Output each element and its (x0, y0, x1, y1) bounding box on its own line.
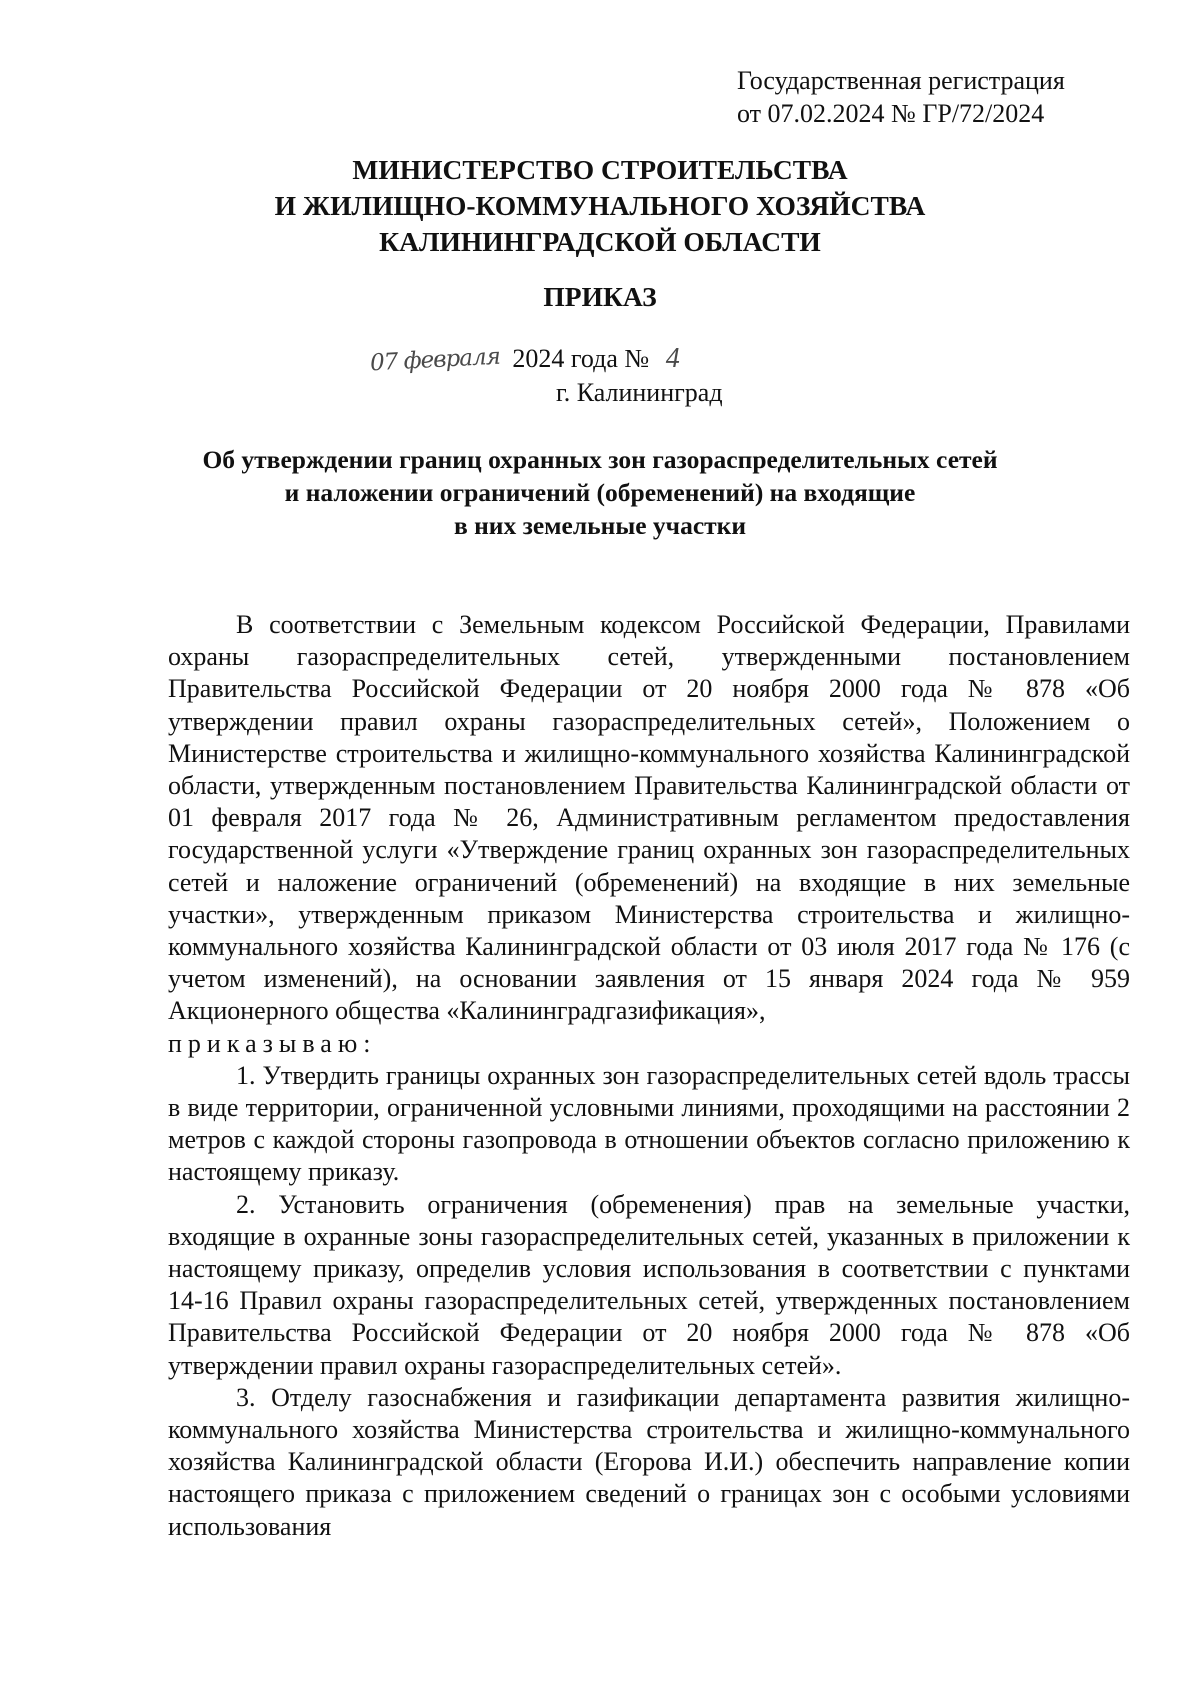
order-city: г. Калининград (556, 378, 723, 407)
handwritten-date: 07 февраля (369, 343, 501, 377)
item-2-paragraph: 2. Установить ограничения (обременения) прав на земельные участки, входящие в охранные зоны газораспределительных сетей, указанных в приложении к настоящему приказу, определив условия использования в соответствии с пунктами 14-16 Правил охраны газораспределительных сетей, утвержденных постановлением Правительства Российской Федерации от 20 ноября 2000 года № 878 «Об утверждении правил охраны газораспределительных сетей». (168, 1189, 1130, 1380)
registration-line-1: Государственная регистрация (737, 66, 1065, 95)
order-date-line (370, 342, 680, 377)
handwritten-order-number: 4 (665, 343, 680, 374)
item-3-paragraph: 3. Отделу газоснабжения и газификации департамента развития жилищно-коммунального хозяйства Министерства строительства и жилищно-коммунального хозяйства Калининградской области (Егорова И.И.) обеспечить направление копии настоящего приказа с приложением сведений о границах зон с особыми условиями использования (168, 1382, 1130, 1541)
ministry-header (150, 152, 1050, 260)
ministry-line-2: И ЖИЛИЩНО-КОММУНАЛЬНОГО ХОЗЯЙСТВА (274, 190, 926, 221)
subject-line-2: и наложении ограничений (обременений) на входящие (284, 478, 916, 507)
order-title: ПРИКАЗ (543, 281, 657, 312)
decree-word-paragraph (168, 1028, 1130, 1060)
state-registration-note (737, 64, 1065, 130)
subject-line-1: Об утверждении границ охранных зон газораспределительных сетей (202, 445, 998, 474)
subject-line-3: в них земельные участки (453, 511, 747, 540)
ministry-line-1: МИНИСТЕРСТВО СТРОИТЕЛЬСТВА (352, 154, 848, 185)
order-subject (150, 443, 1050, 542)
item-1-paragraph: 1. Утвердить границы охранных зон газораспределительных сетей вдоль трассы в виде территории, ограниченной условными линиями, проходящими на расстоянии 2 метров с каждой стороны газопровода в отношении объектов согласно приложению к настоящему приказу. (168, 1060, 1130, 1187)
order-body (168, 609, 1130, 1543)
printed-date: 2024 года № (512, 344, 650, 373)
registration-line-2: от 07.02.2024 № ГР/72/2024 (737, 99, 1045, 128)
ministry-line-3: КАЛИНИНГРАДСКОЙ ОБЛАСТИ (379, 226, 821, 257)
decree-word: приказываю: (168, 1028, 377, 1058)
preamble-paragraph: В соответствии с Земельным кодексом Российской Федерации, Правилами охраны газораспределительных сетей, утвержденными постановлением Правительства Российской Федерации от 20 ноября 2000 года № 878 «Об утверждении правил охраны газораспределительных сетей», Положением о Министерстве строительства и жилищно-коммунального хозяйства Калининградской области, утвержденным постановлением Правительства Калининградской области от 01 февраля 2017 года № 26, Административным регламентом предоставления государственной услуги «Утверждение границ охранных зон газораспределительных сетей и наложение ограничений (обременений) на входящие в них земельные участки», утвержденным приказом Министерства строительства и жилищно-коммунального хозяйства Калининградской области от 03 июля 2017 года № 176 (с учетом изменений), на основании заявления от 15 января 2024 года № 959 Акционерного общества «Калининградгазификация», (168, 610, 1130, 1026)
